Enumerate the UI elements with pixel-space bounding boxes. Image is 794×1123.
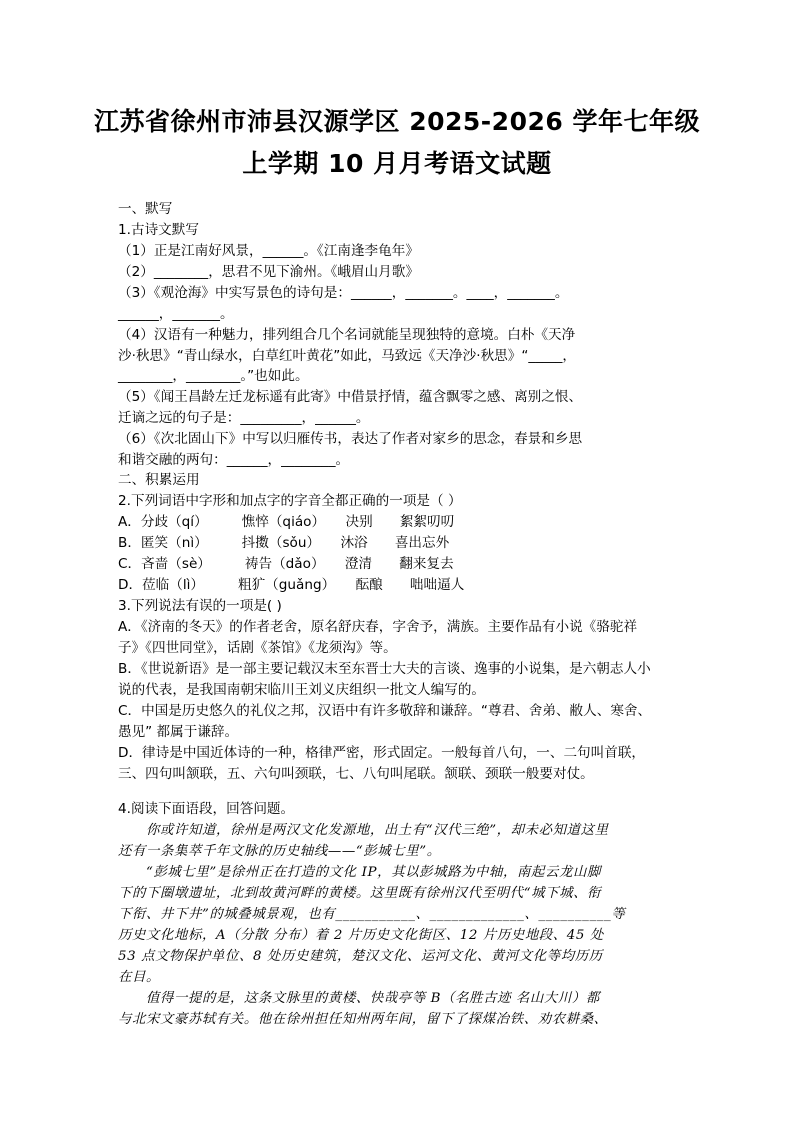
question-3-option-d-cont: 三、四句叫颔联，五、六句叫颈联，七、八句叫尾联。颔联、颈联一般要对仗。 xyxy=(118,766,594,782)
question-1-item-3-cont: ______，_______。 xyxy=(118,306,234,322)
question-3-option-b: B．《世说新语》是一部主要记载汉末至东晋士大夫的言谈、逸事的小说集，是六朝志人小 xyxy=(118,661,651,677)
question-1-item-3: （3）《观沧海》中实写景色的诗句是：______，_______。____，_______。 xyxy=(118,285,569,301)
page-title-line-2: 上学期 10 月月考语文试题 xyxy=(242,149,552,178)
question-1-item-5-cont: 迁谪之远的句子是：_________，______。 xyxy=(118,410,370,426)
passage-line: 值得一提的是，这条文脉里的黄楼、快哉亭等 B（名胜古迹 名山大川）都 xyxy=(146,991,600,1006)
question-2-stem: 2.下列词语中字形和加点字的字音全都正确的一项是（ ） xyxy=(118,493,462,509)
question-1-item-4-cont: ________，________。”也如此。 xyxy=(118,368,309,384)
question-3-option-a-cont: 子》《四世同堂》，话剧《茶馆》《龙须沟》等。 xyxy=(118,640,397,656)
question-2-option-a: A．分歧（qí） 憔悴（qiáo） 决别 絮絮叨叨 xyxy=(118,514,455,530)
question-3-option-a: A．《济南的冬天》的作者老舍，原名舒庆春，字舍予，满族。主要作品有小说《骆驼祥 xyxy=(118,619,638,635)
passage-line: 你或许知道，徐州是两汉文化发源地，出土有“汉代三绝”，却未必知道这里 xyxy=(146,823,609,838)
passage-line: 在目。 xyxy=(118,970,160,985)
passage-line: “彭城七里”是徐州正在打造的文化 IP，其以彭城路为中轴，南起云龙山脚 xyxy=(146,865,601,880)
question-1-item-1: （1）正是江南好风景，______。《江南逢李龟年》 xyxy=(118,243,419,259)
passage-line: 下衔、井下井”的城叠城景观，也有___________、_____________、__________等 xyxy=(118,907,626,922)
question-4-stem: 4.阅读下面语段，回答问题。 xyxy=(118,801,295,817)
question-3-option-c-cont: 愚见” 都属于谦辞。 xyxy=(118,724,239,740)
question-1-item-2: （2）________，思君不见下渝州。《峨眉山月歌》 xyxy=(118,264,419,280)
question-1-item-5: （5）《闻王昌龄左迁龙标遥有此寄》中借景抒情，蕴含飘零之感、离别之恨、 xyxy=(118,389,583,405)
question-3-stem: 3.下列说法有误的一项是( ) xyxy=(118,598,282,614)
question-3-option-d: D．律诗是中国近体诗的一种，格律严密，形式固定。一般每首八句，一、二句叫首联， xyxy=(118,745,646,761)
question-1-heading: 1.古诗文默写 xyxy=(118,222,199,238)
question-3-option-b-cont: 说的代表，是我国南朝宋临川王刘义庆组织一批文人编写的。 xyxy=(118,682,486,698)
question-1-item-4: （4）汉语有一种魅力，排列组合几个名词就能呈现独特的意境。白朴《天净 xyxy=(118,327,576,343)
passage-line: 还有一条集萃千年文脉的历史轴线——“彭城七里”。 xyxy=(118,844,441,859)
passage-line: 下的下圈墩遗址，北到故黄河畔的黄楼。这里既有徐州汉代至明代“城下城、衔 xyxy=(118,886,602,901)
question-2-option-d: D．莅临（lì） 粗犷（guǎng） 酝酿 咄咄逼人 xyxy=(118,577,465,593)
section-heading-dictation: 一、默写 xyxy=(118,201,173,217)
passage-line: 历史文化地标，A（分散 分布）着 2 片历史文化街区、12 片历史地段、45 处 xyxy=(118,928,604,943)
question-3-option-c: C．中国是历史悠久的礼仪之邦，汉语中有许多敬辞和谦辞。“尊君、舍弟、敝人、寒舍、 xyxy=(118,703,652,719)
passage-line: 与北宋文豪苏轼有关。他在徐州担任知州两年间，留下了探煤冶铁、劝农耕桑、 xyxy=(118,1012,608,1027)
question-2-option-b: B．匿笑（nì） 抖擞（sǒu） 沐浴 喜出忘外 xyxy=(118,535,450,551)
question-1-item-6: （6）《次北固山下》中写以归雁传书，表达了作者对家乡的思念，春景和乡思 xyxy=(118,431,583,447)
question-1-item-4-cont: 沙·秋思》“青山绿水，白草红叶黄花”如此，马致远《天净沙·秋思》“_____， xyxy=(118,348,576,364)
page-title-line-1: 江苏省徐州市沛县汉源学区 2025-2026 学年七年级 xyxy=(94,107,700,136)
question-2-option-c: C．吝啬（sè） 祷告（dǎo） 澄清 翻来复去 xyxy=(118,556,454,572)
section-heading-application: 二、积累运用 xyxy=(118,472,200,488)
question-1-item-6-cont: 和谐交融的两句：______，________。 xyxy=(118,452,350,468)
passage-line: 53 点文物保护单位、8 处历史建筑，楚汉文化、运河文化、黄河文化等均历历 xyxy=(118,949,603,964)
